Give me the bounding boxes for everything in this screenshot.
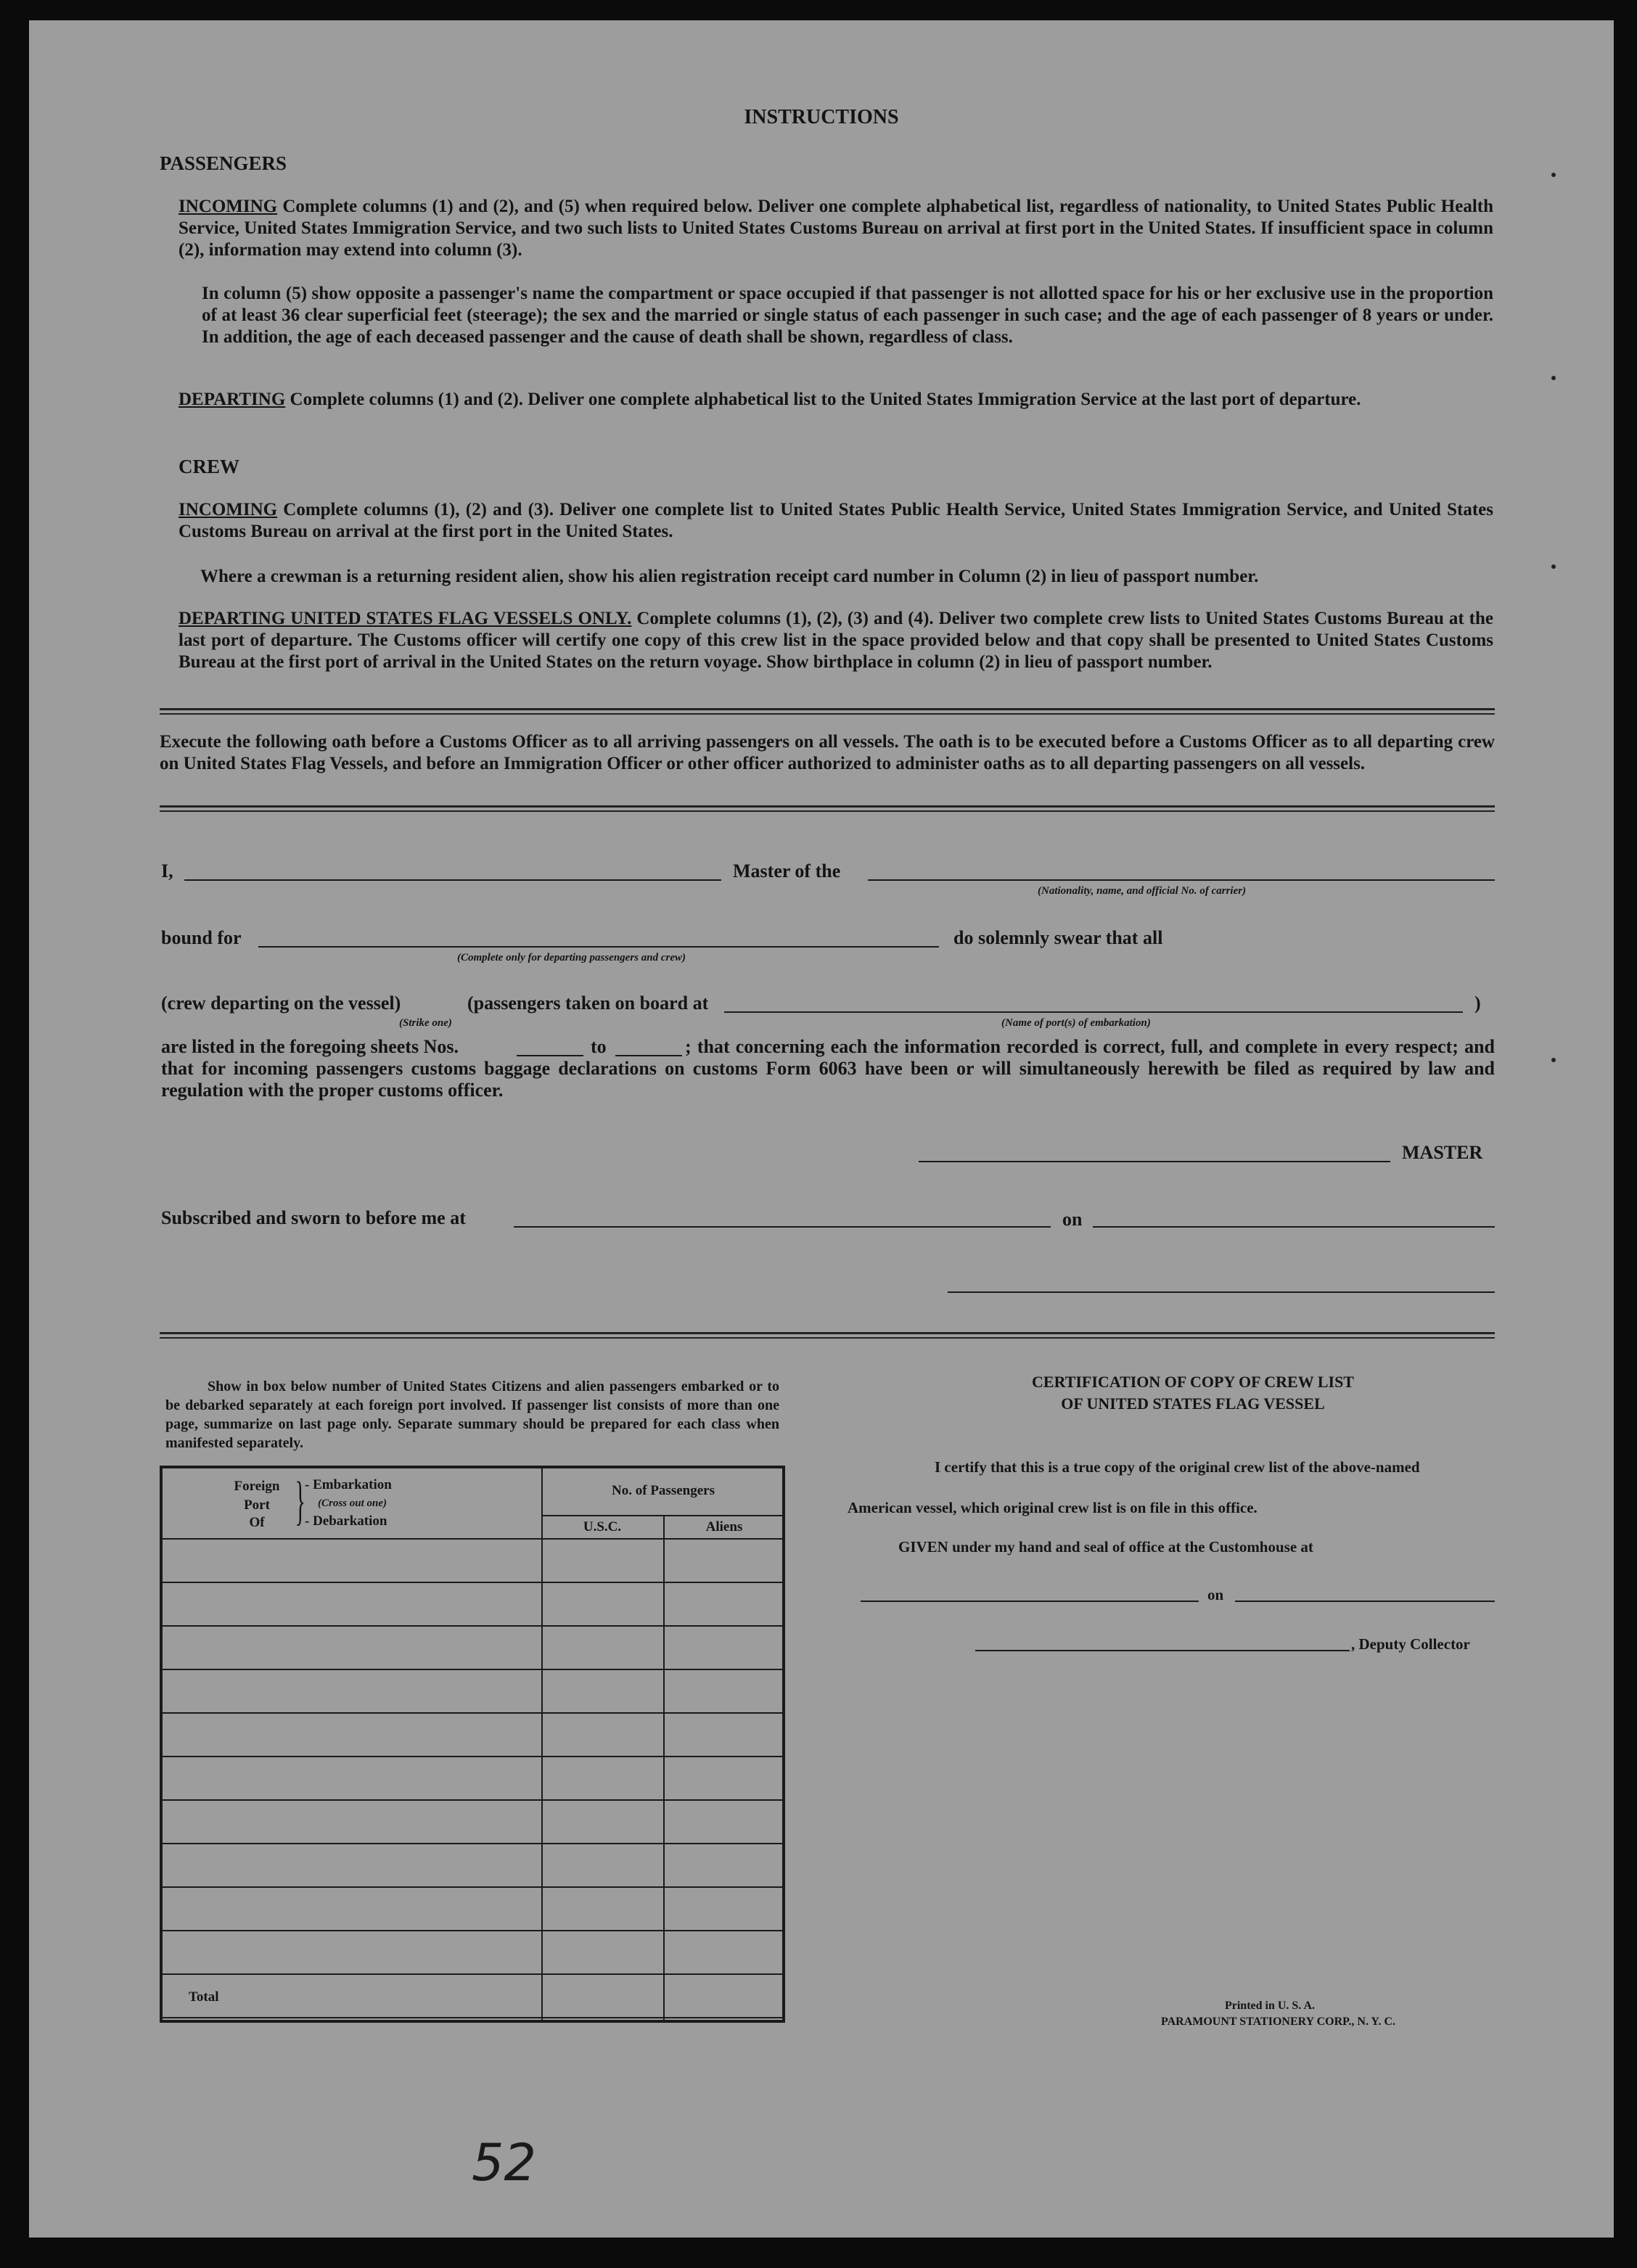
bound-for-label: bound for <box>161 927 242 948</box>
given-date-field[interactable] <box>1235 1601 1495 1602</box>
officer-signature-field[interactable] <box>948 1291 1495 1293</box>
swear-label: do solemnly swear that all <box>953 927 1163 948</box>
master-label: MASTER <box>1402 1142 1483 1163</box>
table-port-cell[interactable] <box>163 1625 541 1669</box>
table-port-cell[interactable] <box>163 1930 541 1973</box>
master-signature-field[interactable] <box>919 1161 1390 1162</box>
to-label: to <box>591 1036 607 1057</box>
brace-glyph: } <box>295 1471 305 1531</box>
passengers-incoming-label: INCOMING <box>179 197 278 216</box>
table-usc-cell[interactable] <box>541 1669 663 1712</box>
carrier-hint: (Nationality, name, and official No. of carrier) <box>1038 885 1247 897</box>
table-aliens-cell[interactable] <box>663 1843 785 1886</box>
crew-heading: CREW <box>179 456 240 477</box>
divider <box>160 708 1495 715</box>
header-embarkation: - Embarkation <box>305 1477 392 1492</box>
table-aliens-cell[interactable] <box>663 1669 785 1712</box>
table-row-divider <box>163 2017 782 2018</box>
crew-incoming-label: INCOMING <box>179 500 278 519</box>
certification-title-line1: CERTIFICATION OF COPY OF CREW LIST <box>1032 1373 1354 1391</box>
table-usc-cell[interactable] <box>541 1582 663 1625</box>
close-paren: ) <box>1474 993 1481 1014</box>
summary-instruction: Show in box below number of United States Citizens and alien passengers embarked or to be debarked separately at each foreign port involved. If passenger list consists of more than one page, summarize on last page only. Separate summary should be prepared for each class when manifested separately. <box>165 1379 779 1451</box>
ports-hint: (Name of port(s) of embarkation) <box>1001 1017 1151 1029</box>
strike-one-hint: (Strike one) <box>399 1017 452 1029</box>
header-aliens: Aliens <box>705 1519 743 1534</box>
table-usc-cell[interactable] <box>541 1886 663 1930</box>
table-divider <box>541 1515 782 1516</box>
crew-incoming-paragraph <box>179 499 1493 543</box>
divider <box>160 805 1495 812</box>
passengers-taken-option: (passengers taken on board at <box>467 993 709 1014</box>
listed-statement: ; that concerning each the information recorded is correct, full, and complete in every respect; and that for incoming passengers customs baggage declarations on customs Form 6063 have been or will simultaneously herewith be filed as required by law and regulation with the proper customs officer. <box>161 1036 1495 1101</box>
table-port-cell[interactable] <box>163 1799 541 1843</box>
sworn-on-label: on <box>1062 1209 1083 1230</box>
passenger-summary-table <box>160 1466 785 2023</box>
header-port: Port <box>244 1497 270 1513</box>
table-usc-cell[interactable] <box>541 1973 663 2017</box>
oath-instruction-paragraph: Execute the following oath before a Customs Officer as to all arriving passengers on all vessels. The oath is to be executed before a Customs Officer as to all departing crew on United States Flag Vessels, and before an Immigration Officer or other officer authorized to administer oaths as to all departing passengers on all vessels. <box>160 732 1495 773</box>
table-usc-cell[interactable] <box>541 1538 663 1582</box>
table-usc-cell[interactable] <box>541 1625 663 1669</box>
deputy-signature-field[interactable] <box>975 1650 1350 1651</box>
table-usc-cell[interactable] <box>541 1843 663 1886</box>
table-usc-cell[interactable] <box>541 1712 663 1756</box>
divider <box>160 1332 1495 1339</box>
table-port-cell[interactable] <box>163 1973 541 2017</box>
sworn-location-field[interactable] <box>514 1226 1051 1228</box>
passengers-column5-paragraph: In column (5) show opposite a passenger's name the compartment or space occupied if that passenger is not allotted space for his or her exclusive use in the proportion of at least 36 clear superficial feet (steerage); the sex and the married or single status of each passenger in such case; and the age of each passenger of 8 years or under. In addition, the age of each deceased passenger and the cause of death shall be shown, regardless of class. <box>202 284 1493 347</box>
printer-imprint <box>1161 1998 1396 2030</box>
certify-line2: American vessel, which original crew list is on file in this office. <box>848 1499 1258 1516</box>
certification-title-line2: OF UNITED STATES FLAG VESSEL <box>1061 1394 1325 1413</box>
crew-departing-label: DEPARTING UNITED STATES FLAG VESSELS ONLY. <box>179 609 632 628</box>
oath-i-label: I, <box>161 860 173 882</box>
table-aliens-cell[interactable] <box>663 1973 785 2017</box>
table-port-cell[interactable] <box>163 1756 541 1799</box>
table-aliens-cell[interactable] <box>663 1582 785 1625</box>
certify-line1: I certify that this is a true copy of the original crew list of the above-named <box>935 1458 1420 1476</box>
master-name-field[interactable] <box>184 879 721 881</box>
total-label: Total <box>189 1989 219 2005</box>
customhouse-field[interactable] <box>861 1601 1199 1602</box>
crew-incoming-text: Complete columns (1), (2) and (3). Deliver one complete list to United States Public Health Service, United States Immigration Service, and United States Customs Bureau on arrival at the first port in the United States. <box>179 500 1493 541</box>
header-no-passengers: No. of Passengers <box>612 1483 715 1498</box>
header-usc: U.S.C. <box>583 1519 622 1534</box>
table-usc-cell[interactable] <box>541 1756 663 1799</box>
listed-prefix: are listed in the foregoing sheets Nos. <box>161 1036 459 1057</box>
header-cross-out: (Cross out one) <box>318 1497 387 1509</box>
passengers-incoming-text: Complete columns (1) and (2), and (5) when required below. Deliver one complete alphabetical list, regardless of nationality, to United States Public Health Service, United States Immigration Service, and two such lists to United States Customs Bureau on arrival at first port in the United States. If insufficient space in column (2), information may extend into column (3). <box>179 197 1493 260</box>
handwritten-page-number: 52 <box>472 2133 537 2193</box>
given-line: GIVEN under my hand and seal of office at the Customhouse at <box>898 1538 1313 1556</box>
table-port-cell[interactable] <box>163 1669 541 1712</box>
table-aliens-cell[interactable] <box>663 1930 785 1973</box>
header-debarkation: - Debarkation <box>305 1513 387 1529</box>
table-aliens-cell[interactable] <box>663 1799 785 1843</box>
form-sheet <box>29 20 1614 2238</box>
printer-line2: PARAMOUNT STATIONERY CORP., N. Y. C. <box>1161 2016 1396 2028</box>
passengers-incoming-paragraph <box>179 196 1493 261</box>
scan-speck <box>1551 376 1556 380</box>
table-aliens-cell[interactable] <box>663 1886 785 1930</box>
sworn-date-field[interactable] <box>1093 1226 1495 1228</box>
table-aliens-cell[interactable] <box>663 1712 785 1756</box>
certification-title <box>890 1371 1496 1415</box>
scan-speck <box>1551 1058 1556 1062</box>
master-of-the-label: Master of the <box>733 860 841 882</box>
instructions-title: INSTRUCTIONS <box>744 106 899 128</box>
header-foreign: Foreign <box>234 1479 280 1494</box>
table-aliens-cell[interactable] <box>663 1538 785 1582</box>
embarkation-ports-field[interactable] <box>724 1011 1463 1013</box>
bound-for-field[interactable] <box>258 946 939 948</box>
scan-speck <box>1551 173 1556 177</box>
passengers-heading: PASSENGERS <box>160 152 287 174</box>
crew-resident-paragraph: Where a crewman is a returning resident alien, show his alien registration receipt card number in Column (2) in lieu of passport number. <box>200 567 1259 586</box>
given-on-label: on <box>1207 1586 1224 1603</box>
scan-speck <box>1551 564 1556 569</box>
crew-departing-option: (crew departing on the vessel) <box>161 993 401 1014</box>
carrier-field[interactable] <box>868 879 1495 881</box>
header-of: Of <box>249 1515 265 1530</box>
passengers-departing-text: Complete columns (1) and (2). Deliver one complete alphabetical list to the United States Immigration Service at the last port of departure. <box>285 390 1361 409</box>
passengers-departing-label: DEPARTING <box>179 390 286 409</box>
passengers-departing-paragraph <box>179 389 1493 411</box>
table-usc-cell[interactable] <box>541 1799 663 1843</box>
table-aliens-cell[interactable] <box>663 1625 785 1669</box>
table-usc-cell[interactable] <box>541 1930 663 1973</box>
table-aliens-cell[interactable] <box>663 1756 785 1799</box>
crew-departing-paragraph <box>179 608 1493 673</box>
table-port-cell[interactable] <box>163 1538 541 1582</box>
table-port-cell[interactable] <box>163 1843 541 1886</box>
deputy-collector-label: , Deputy Collector <box>1351 1635 1470 1653</box>
crew-departing-text: Complete columns (1), (2), (3) and (4). Deliver two complete crew lists to United States Customs Bureau at the last port of departure. The Customs officer will certify one copy of this crew list in the space provided below and that copy shall be presented to United States Customs Bureau at the first port of arrival in the United States on the return voyage. Show birthplace in column (2) in lieu of passport number. <box>179 609 1493 672</box>
table-port-cell[interactable] <box>163 1582 541 1625</box>
table-port-cell[interactable] <box>163 1886 541 1930</box>
bound-for-hint: (Complete only for departing passengers and crew) <box>457 952 686 964</box>
table-port-cell[interactable] <box>163 1712 541 1756</box>
printer-line1: Printed in U. S. A. <box>1224 2000 1315 2012</box>
subscribed-label: Subscribed and sworn to before me at <box>161 1207 466 1228</box>
